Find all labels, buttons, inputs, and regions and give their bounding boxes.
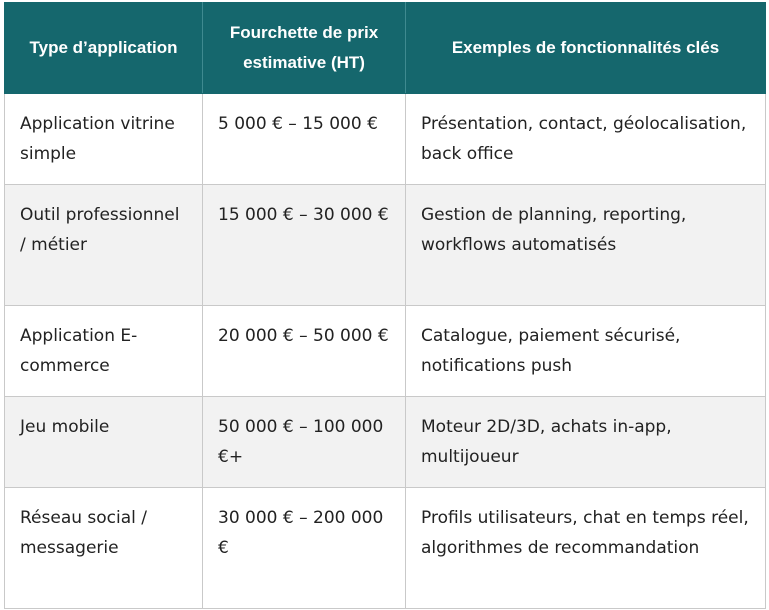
cell-key-features: Moteur 2D/3D, achats in-app, multijoueur: [406, 397, 766, 488]
header-app-type: Type d’application: [5, 3, 203, 94]
table-row: [5, 397, 766, 488]
cell-price-range: 5 000 € – 15 000 €: [203, 94, 406, 185]
cell-key-features: Profils utilisateurs, chat en temps réel, algorithmes de recommandation: [406, 488, 766, 609]
cell-app-type: Application vitrine simple: [5, 94, 203, 185]
pricing-table: [4, 2, 766, 609]
cell-price-range: 20 000 € – 50 000 €: [203, 306, 406, 397]
table-row: [5, 488, 766, 609]
cell-price-range: 30 000 € – 200 000 €: [203, 488, 406, 609]
table-row: [5, 185, 766, 306]
header-price-range: Fourchette de prix estimative (HT): [203, 3, 406, 94]
cell-key-features: Présentation, contact, géolocalisation, back office: [406, 94, 766, 185]
table-row: [5, 94, 766, 185]
cell-price-range: 15 000 € – 30 000 €: [203, 185, 406, 306]
cell-app-type: Outil professionnel / métier: [5, 185, 203, 306]
cell-key-features: Catalogue, paiement sécurisé, notifications push: [406, 306, 766, 397]
cell-key-features: Gestion de planning, reporting, workflows automatisés: [406, 185, 766, 306]
header-key-features: Exemples de fonctionnalités clés: [406, 3, 766, 94]
cell-app-type: Jeu mobile: [5, 397, 203, 488]
cell-app-type: Réseau social / messagerie: [5, 488, 203, 609]
cell-price-range: 50 000 € – 100 000 €+: [203, 397, 406, 488]
table-header-row: [5, 3, 766, 94]
cell-app-type: Application E-commerce: [5, 306, 203, 397]
table-row: [5, 306, 766, 397]
